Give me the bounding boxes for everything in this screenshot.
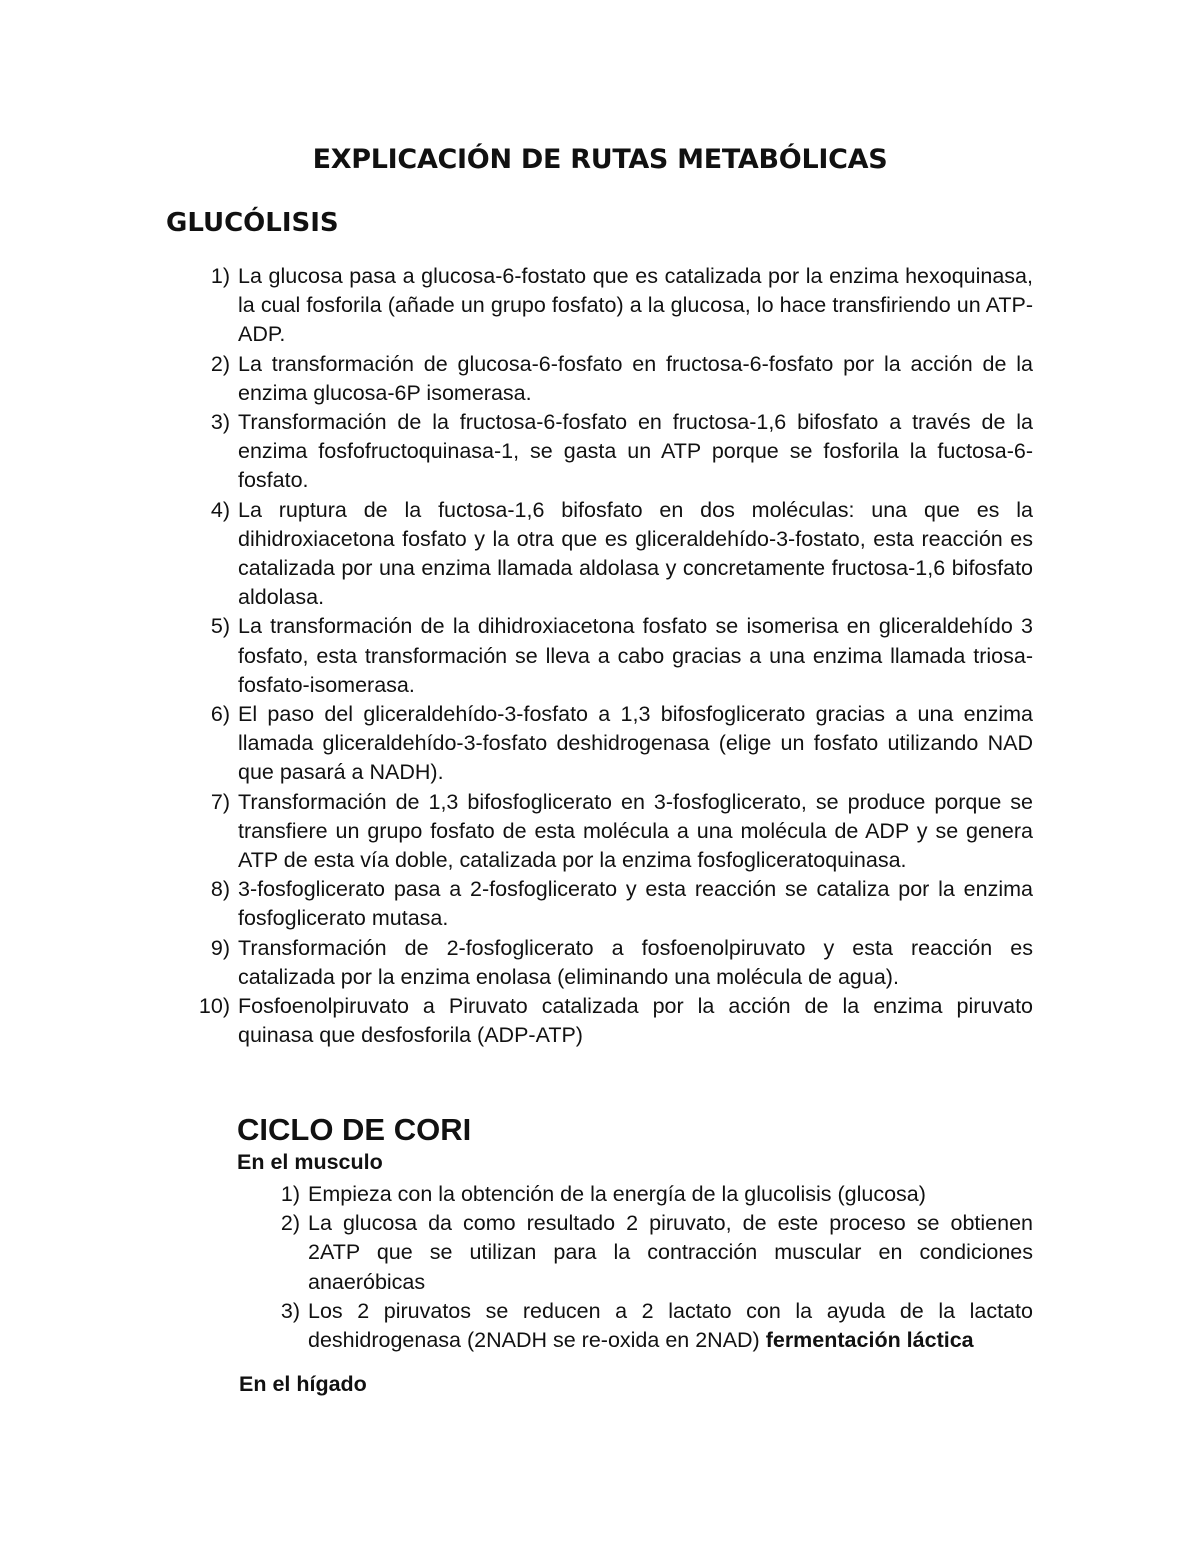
list-item-text: Transformación de 2-fosfoglicerato a fosfoenolpiruvato y esta reacción es catalizada por la enzima enolasa (eliminando una molécula de agua). (238, 935, 1033, 989)
list-item-number: 2) (280, 1211, 300, 1236)
list-item-number: 10) (198, 994, 230, 1019)
list-item (190, 934, 1033, 992)
list-item (190, 612, 1033, 700)
list-item (190, 700, 1033, 788)
list-item-number: 2) (210, 351, 230, 376)
lactic-fermentation-term: fermentación láctica (765, 1328, 974, 1353)
liver-subheading: En el hígado (239, 1372, 367, 1396)
list-item-text: La glucosa da como resultado 2 piruvato, de este proceso se obtienen 2ATP que se utilizan para la contracción muscular en condiciones anaeróbicas (308, 1211, 1033, 1294)
list-item-text: Empieza con la obtención de la energía de la glucolisis (glucosa) (308, 1182, 926, 1206)
list-item-text: Fosfoenolpiruvato a Piruvato catalizada por la acción de la enzima piruvato quinasa que desfosforila (ADP-ATP) (238, 994, 1033, 1048)
list-item-text: Transformación de 1,3 bifosfoglicerato en 3-fosfoglicerato, se produce porque se transfiere un grupo fosfato de esta molécula a una molécula de ADP y se genera ATP de esta vía doble, catalizada por la enzima fosfogliceratoquinasa. (238, 789, 1033, 873)
list-item-number: 4) (210, 497, 230, 522)
glucolisis-steps-list (190, 262, 1033, 1050)
list-item-number: 9) (210, 935, 230, 960)
list-item-text: La ruptura de la fuctosa-1,6 bifosfato en dos moléculas: una que es la dihidroxiacetona fosfato y la otra que es gliceraldehído-3-fostato, esta reacción es catalizada por una enzima llamada aldolasa y concretamente fructosa-1,6 bifosfato aldolasa. (238, 497, 1033, 610)
list-item (262, 1180, 1033, 1209)
muscle-steps-list (262, 1180, 1033, 1355)
list-item-number: 5) (210, 614, 230, 639)
list-item (262, 1209, 1033, 1297)
glucolisis-heading: GLUCÓLISIS (166, 208, 339, 238)
list-item (190, 408, 1033, 496)
list-item-number: 1) (210, 264, 230, 288)
list-item-number: 8) (210, 877, 230, 902)
list-item-number: 7) (210, 789, 230, 814)
list-item-text: 3-fosfoglicerato pasa a 2-fosfoglicerato y esta reacción se cataliza por la enzima fosfoglicerato mutasa. (238, 877, 1033, 931)
list-item (190, 262, 1033, 350)
cori-cycle-heading: CICLO DE CORI (237, 1112, 472, 1147)
list-item-text: La glucosa pasa a glucosa-6-fostato que es catalizada por la enzima hexoquinasa, la cual fosforila (añade un grupo fosfato) a la glucosa, lo hace transfiriendo un ATP-ADP. (238, 264, 1033, 347)
list-item (190, 350, 1033, 408)
list-item-number: 1) (280, 1182, 300, 1206)
list-item (262, 1297, 1033, 1355)
list-item-text: Transformación de la fructosa-6-fosfato en fructosa-1,6 bifosfato a través de la enzima fosfofructoquinasa-1, se gasta un ATP porque se fosforila la fuctosa-6-fosfato. (238, 410, 1033, 493)
list-item (190, 875, 1033, 933)
list-item (190, 992, 1033, 1050)
list-item-text: Los 2 piruvatos se reducen a 2 lactato con la ayuda de la lactato deshidrogenasa (2NADH se re-oxida en 2NAD) (308, 1298, 1033, 1353)
muscle-subheading: En el musculo (237, 1150, 383, 1174)
list-item (190, 496, 1033, 613)
list-item-number: 6) (210, 702, 230, 727)
list-item-number: 3) (210, 410, 230, 435)
page-title: EXPLICACIÓN DE RUTAS METABÓLICAS (312, 144, 888, 175)
list-item (190, 788, 1033, 876)
list-item-number: 3) (280, 1298, 300, 1323)
list-item-text: El paso del gliceraldehído-3-fosfato a 1,3 bifosfoglicerato gracias a una enzima llamada gliceraldehído-3-fosfato deshidrogenasa (elige un fosfato utilizando NAD que pasará a NADH). (238, 702, 1033, 785)
list-item-text: La transformación de glucosa-6-fosfato en fructosa-6-fosfato por la acción de la enzima glucosa-6P isomerasa. (238, 351, 1033, 405)
list-item-text: La transformación de la dihidroxiacetona fosfato se isomerisa en gliceraldehído 3 fosfato, esta transformación se lleva a cabo gracias a una enzima llamada triosa-fosfato-isomerasa. (238, 614, 1033, 697)
